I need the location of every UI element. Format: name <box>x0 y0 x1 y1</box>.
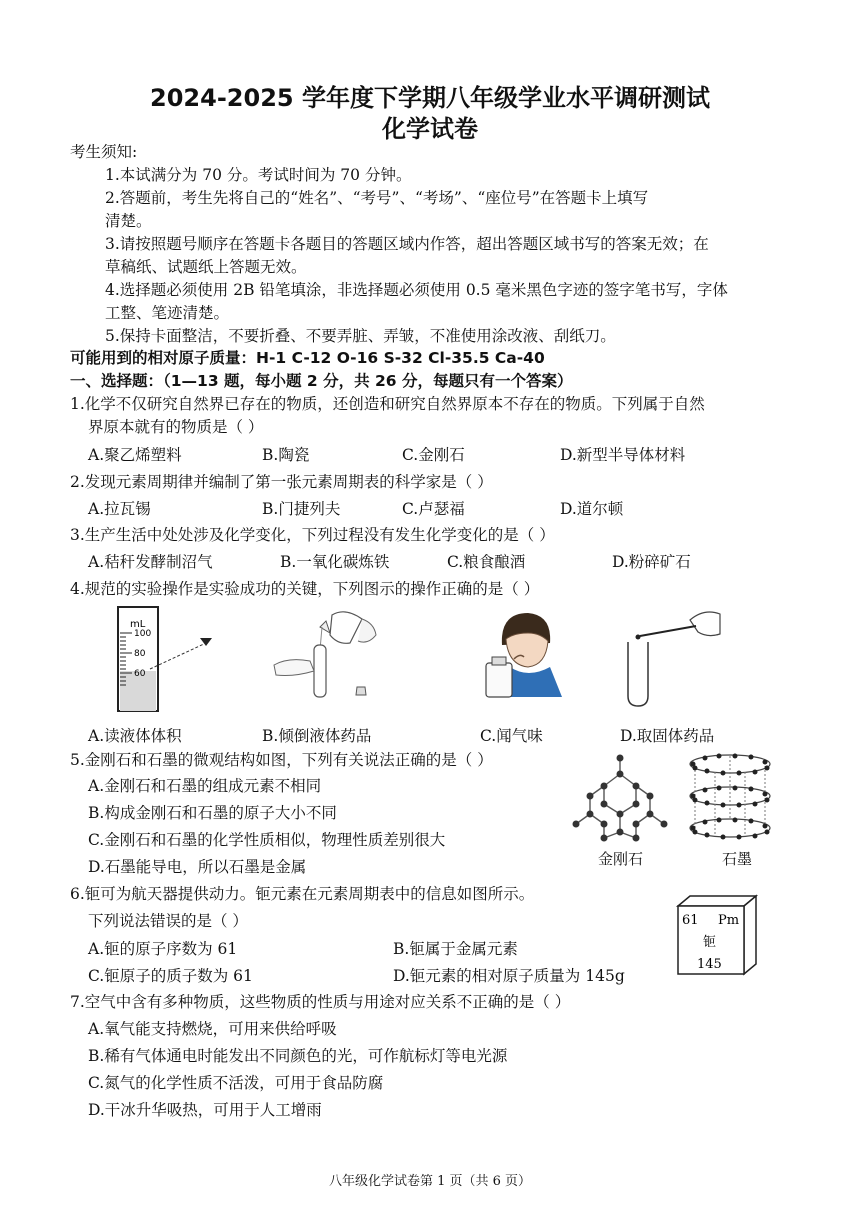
option-d: D.粉碎矿石 <box>612 553 691 571</box>
element-symbol: Pm <box>718 913 740 928</box>
notice-heading: 考生须知: <box>70 143 138 161</box>
notice-item: 2.答题前，考生先将自己的“姓名”、“考号”、“考场”、“座位号”在答题卡上填写 <box>105 189 649 207</box>
cylinder-tick-label: 100 <box>134 629 152 639</box>
notice-item: 清楚。 <box>105 212 152 230</box>
section-heading: 一、选择题：（1—13 题，每小题 2 分，共 26 分，每题只有一个答案） <box>70 372 573 390</box>
question-6-stem: 6.钷可为航天器提供动力。钷元素在元素周期表中的信息如图所示。 <box>70 885 535 903</box>
graphite-caption: 石墨 <box>722 850 753 868</box>
pouring-liquid-figure <box>270 605 390 700</box>
question-2-stem: 2.发现元素周期律并编制了第一张元素周期表的科学家是（ ） <box>70 473 493 491</box>
option-b: B.一氧化碳炼铁 <box>280 553 390 571</box>
option-b: B.构成金刚石和石墨的原子大小不同 <box>88 804 337 822</box>
smelling-gas-figure <box>480 605 570 700</box>
graduated-cylinder-figure <box>110 605 220 715</box>
option-b: B.门捷列夫 <box>262 500 341 518</box>
atomic-masses: 可能用到的相对原子质量：H-1 C-12 O-16 S-32 Cl-35.5 Ca-40 <box>70 349 545 367</box>
option-a: A.秸秆发酵制沼气 <box>88 553 213 571</box>
option-a: A.聚乙烯塑料 <box>88 446 182 464</box>
option-c: C.金刚石和石墨的化学性质相似，物理性质差别很大 <box>88 831 446 849</box>
notice-item: 5.保持卡面整洁，不要折叠、不要弄脏、弄皱，不准使用涂改液、刮纸刀。 <box>105 327 616 345</box>
option-d: D.道尔顿 <box>560 500 624 518</box>
question-3-stem: 3.生产生活中处处涉及化学变化，下列过程没有发生化学变化的是（ ） <box>70 526 555 544</box>
diamond-caption: 金刚石 <box>598 850 644 868</box>
question-4-stem: 4.规范的实验操作是实验成功的关键，下列图示的操作正确的是（ ） <box>70 580 540 598</box>
solid-reagent-figure <box>620 600 730 710</box>
notice-item: 1.本试满分为 70 分。考试时间为 70 分钟。 <box>105 166 412 184</box>
cylinder-unit-label: mL <box>130 619 146 630</box>
option-a: A.金刚石和石墨的组成元素不相同 <box>88 777 322 795</box>
exam-subject: 化学试卷 <box>382 115 478 143</box>
notice-item: 工整、笔迹清楚。 <box>105 304 230 322</box>
option-d: D.干冰升华吸热，可用于人工增雨 <box>88 1101 322 1119</box>
option-d: D.石墨能导电，所以石墨是金属 <box>88 858 307 876</box>
option-a: A.钷的原子序数为 61 <box>88 940 238 958</box>
option-c: C.卢瑟福 <box>402 500 465 518</box>
option-b: B.稀有气体通电时能发出不同颜色的光，可作航标灯等电光源 <box>88 1047 508 1065</box>
option-c: C.金刚石 <box>402 446 465 464</box>
notice-item: 4.选择题必须使用 2B 铅笔填涂，非选择题必须使用 0.5 毫米黑色字迹的签字笔书写，字体 <box>105 281 728 299</box>
option-d: D.新型半导体材料 <box>560 446 686 464</box>
option-b: B.钷属于金属元素 <box>393 940 518 958</box>
option-b: B.倾倒液体药品 <box>262 727 372 745</box>
page-footer: 八年级化学试卷第 1 页（共 6 页） <box>328 1174 532 1189</box>
question-6-stem: 下列说法错误的是（ ） <box>88 912 248 930</box>
atomic-number: 61 <box>682 913 699 928</box>
element-cell-figure <box>670 892 760 978</box>
cylinder-tick-label: 60 <box>134 669 146 679</box>
diamond-structure-figure <box>570 750 670 845</box>
option-c: C.氮气的化学性质不活泼，可用于食品防腐 <box>88 1074 384 1092</box>
atomic-mass: 145 <box>697 957 722 972</box>
option-c: C.闻气味 <box>480 727 543 745</box>
question-5-stem: 5.金刚石和石墨的微观结构如图，下列有关说法正确的是（ ） <box>70 751 493 769</box>
option-b: B.陶瓷 <box>262 446 310 464</box>
option-c: C.钷原子的质子数为 61 <box>88 967 253 985</box>
option-c: C.粮食酿酒 <box>447 553 526 571</box>
question-1-stem: 1.化学不仅研究自然界已存在的物质，还创造和研究自然界原本不存在的物质。下列属于自然 <box>70 395 705 413</box>
exam-title: 2024-2025 学年度下学期八年级学业水平调研测试 <box>150 84 710 112</box>
notice-item: 草稿纸、试题纸上答题无效。 <box>105 258 307 276</box>
question-7-stem: 7.空气中含有多种物质，这些物质的性质与用途对应关系不正确的是（ ） <box>70 993 571 1011</box>
option-d: D.取固体药品 <box>620 727 715 745</box>
cylinder-tick-label: 80 <box>134 649 146 659</box>
option-a: A.读液体体积 <box>88 727 182 745</box>
element-name: 钷 <box>703 935 717 950</box>
option-d: D.钷元素的相对原子质量为 145g <box>393 967 625 985</box>
option-a: A.拉瓦锡 <box>88 500 151 518</box>
bottle-stopper-icon <box>354 684 368 696</box>
question-1-stem: 界原本就有的物质是（ ） <box>88 418 264 436</box>
option-a: A.氧气能支持燃烧，可用来供给呼吸 <box>88 1020 337 1038</box>
notice-item: 3.请按照题号顺序在答题卡各题目的答题区域内作答，超出答题区域书写的答案无效；在 <box>105 235 709 253</box>
graphite-structure-figure <box>685 750 775 845</box>
